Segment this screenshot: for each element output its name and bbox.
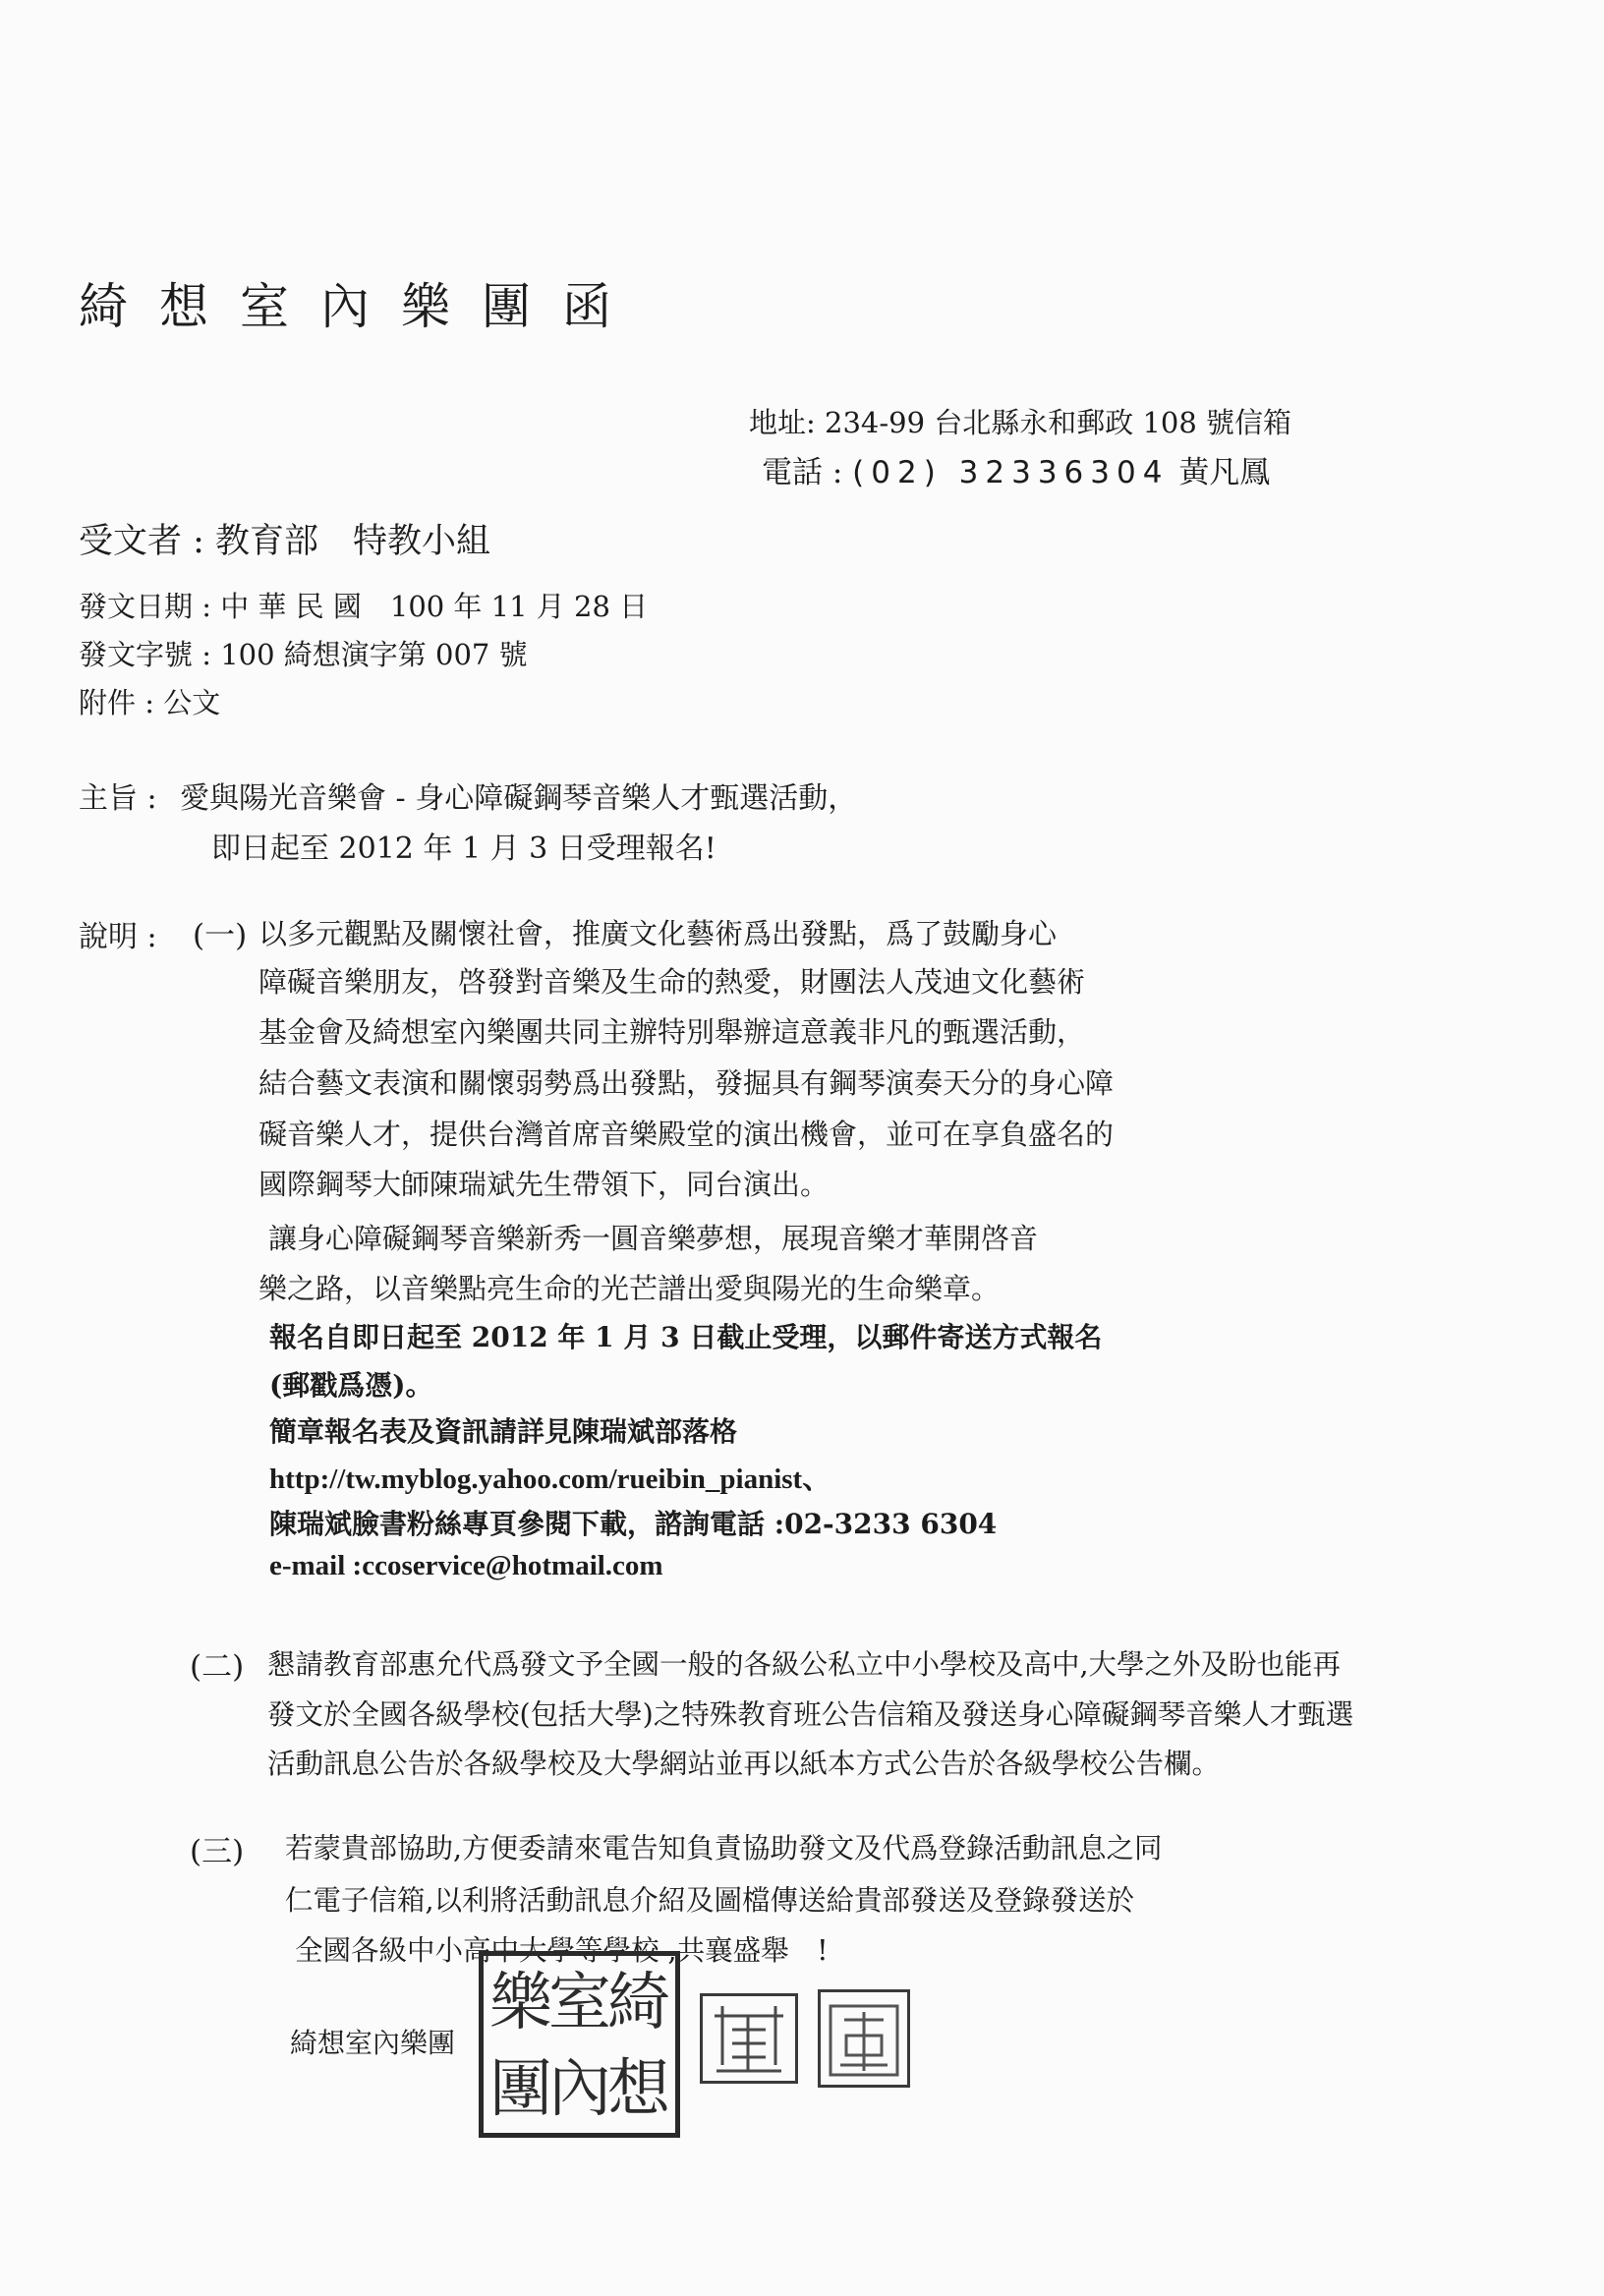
contact-phone: 陳瑞斌臉書粉絲專頁參閱下載，諮詢電話 :02-3233 6304: [269, 1508, 998, 1540]
seal-char: 室: [548, 1967, 611, 2039]
postmark-note: (郵戳爲憑)。: [269, 1369, 433, 1402]
paragraph-line: 礙音樂人才，提供台灣首席音樂殿堂的演出機會，並可在享負盛名的: [258, 1118, 1115, 1151]
seal-char: 想: [607, 2053, 670, 2126]
seal-char: 團: [489, 2053, 552, 2126]
subject-line: 即日起至 2012 年 1 月 3 日受理報名!: [211, 832, 716, 866]
seal-char: 內: [548, 2053, 611, 2126]
recipient: 受文者 : 教育部 特教小組: [79, 522, 491, 561]
description-label: 說明 :: [79, 920, 157, 954]
issue-date: 發文日期 : 中 華 民 國 100 年 11 月 28 日: [79, 590, 649, 623]
paragraph-line: 活動訊息公告於各級學校及大學網站並再以紙本方式公告於各級學校公告欄。: [267, 1748, 1221, 1780]
paragraph-line: 基金會及綺想室內樂團共同主辦特別舉辦這意義非凡的甄選活動，: [258, 1015, 1086, 1049]
document-title: 綺想室內樂團函: [79, 278, 643, 335]
sender-address: 地址: 234-99 台北縣永和郵政 108 號信箱: [749, 406, 1292, 439]
seal-char: 樂: [489, 1967, 552, 2039]
paragraph-line: 發文於全國各級學校(包括大學)之特殊教育班公告信箱及發送身心障礙鋼琴音樂人才甄選: [267, 1698, 1354, 1731]
registration-deadline: 報名自即日起至 2012 年 1 月 3 日截止受理，以郵件寄送方式報名: [269, 1321, 1103, 1353]
seal-glyph-icon: [703, 1996, 795, 2081]
seal-glyph-icon: [821, 1992, 907, 2085]
paragraph-line: 結合藝文表演和關懷弱勢爲出發點，發掘具有鋼琴演奏天分的身心障: [258, 1066, 1115, 1100]
paragraph-line: 障礙音樂朋友，啓發對音樂及生命的熱愛，財團法人茂迪文化藝術: [258, 965, 1086, 999]
paragraph-line: 樂之路，以音樂點亮生命的光芒譜出愛與陽光的生命樂章。: [258, 1272, 1001, 1305]
blog-url: http://tw.myblog.yahoo.com/rueibin_pianist、: [269, 1464, 831, 1495]
phone-label: 電話 :: [762, 455, 843, 490]
paragraph-line: 國際鋼琴大師陳瑞斌先生帶領下，同台演出。: [258, 1168, 830, 1201]
seal-char: 綺: [607, 1967, 670, 2039]
subject-label: 主旨 :: [79, 781, 157, 816]
personal-seal: [818, 1989, 910, 2088]
document-number: 發文字號 : 100 綺想演字第 007 號: [79, 638, 528, 671]
paragraph-line: 懇請教育部惠允代爲發文予全國一般的各級公私立中小學校及高中,大學之外及盼也能再: [267, 1648, 1342, 1681]
paragraph-line: 讓身心障礙鋼琴音樂新秀一圓音樂夢想，展現音樂才華開啓音: [268, 1222, 1039, 1255]
paragraph-line: 全國各級中小高中大學等學校 ,共襄盛舉 !: [295, 1934, 829, 1967]
paragraph-line: 仁電子信箱,以利將活動訊息介紹及圖檔傳送給貴部發送及登錄發送於: [285, 1884, 1135, 1917]
paragraph-line: 若蒙貴部協助,方便委請來電告知負責協助發文及代爲登錄活動訊息之同: [285, 1832, 1163, 1865]
attachment: 附件 : 公文: [79, 686, 221, 719]
contact-email: e-mail :ccoservice@hotmail.com: [269, 1550, 663, 1581]
item-marker: (三): [190, 1834, 245, 1869]
phone-number: (02) 32336304: [852, 455, 1170, 490]
sender-phone: [762, 447, 1270, 491]
organization-seal: [479, 1951, 680, 2138]
paragraph-line: 以多元觀點及關懷社會，推廣文化藝術爲出發點，爲了鼓勵身心: [258, 917, 1058, 950]
blog-info: 簡章報名表及資訊請詳見陳瑞斌部落格: [269, 1415, 738, 1448]
phone-contact: 黃凡鳳: [1178, 455, 1271, 490]
subject-line: 愛與陽光音樂會 - 身心障礙鋼琴音樂人才甄選活動，: [180, 781, 858, 816]
representative-seal: [700, 1993, 798, 2084]
item-marker: (二): [190, 1649, 245, 1685]
item-marker: (一): [193, 918, 248, 953]
signature-name: 綺想室內樂團: [290, 2027, 456, 2059]
